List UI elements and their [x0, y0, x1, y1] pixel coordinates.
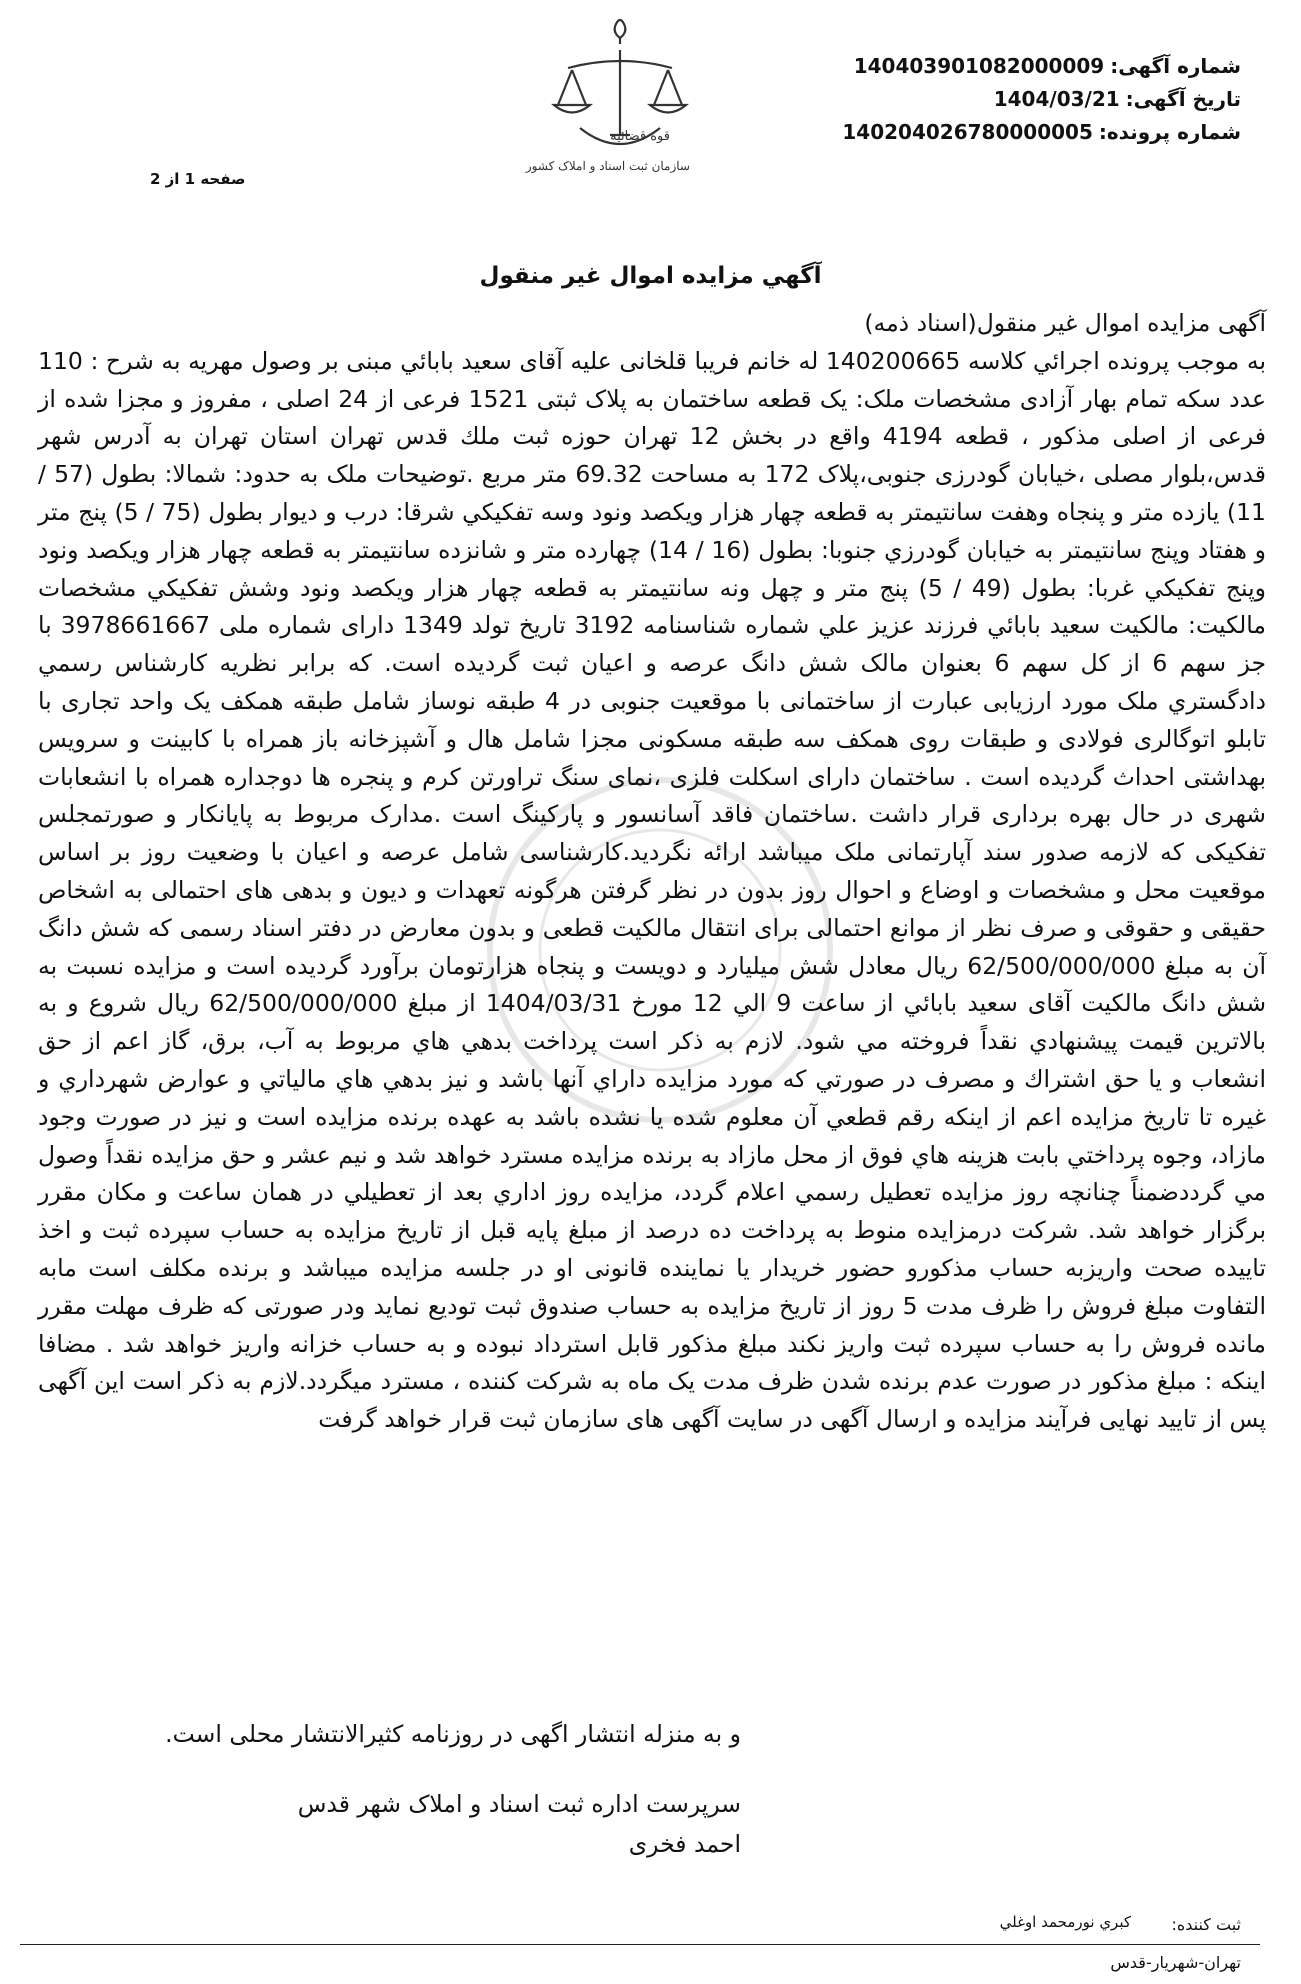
- registrar-name: کبري نورمحمد اوغلي: [999, 1913, 1131, 1931]
- notice-number-label: شماره آگهی:: [1110, 54, 1241, 78]
- notice-number: 140403901082000009: [853, 54, 1105, 78]
- footer-divider: [20, 1944, 1260, 1945]
- notice-meta: [821, 50, 1241, 149]
- case-number: 140204026780000005: [842, 120, 1093, 144]
- notice-date: 1404/03/21: [993, 87, 1120, 111]
- notice-paragraph: به موجب پرونده اجرائي كلاسه 140200665 له خانم فریبا قلخانی علیه آقای سعید بابائي مبنی بر وصول مهریه به شرح : 110 عدد سکه تمام بهار آزادی مشخصات ملک: یک قطعه ساختمان به پلاک ثبتی 1521 فرعی از 24 اصلی ، مفروز و مجزا شده از فرعی از اصلی مذکور ، قطعه 4194 واقع در بخش 12 تهران حوزه ثبت ملك قدس تهران استان تهران به آدرس شهر قدس،بلوار مصلی ،خیابان گودرزی جنوبی،پلاک 172 به مساحت 69.32 متر مربع .توضیحات ملک به حدود: شمالا: بطول (57 / 11) یازده متر و پنجاه وهفت سانتيمتر به قطعه چهار هزار ويكصد ونود وسه تفكيكي شرقا: درب و ديوار بطول (75 / 5) پنج متر و هفتاد وپنج سانتيمتر به خيابان گودرزي جنوبا: بطول (16 / 14) چهارده متر و شانزده سانتيمتر به قطعه چهار هزار ويكصد ونود وپنج تفكيكي غربا: بطول (49 / 5) پنج متر و چهل ونه سانتيمتر به قطعه چهار هزار ويكصد ونود وشش تفكيكي مشخصات مالكيت: مالکیت سعید بابائي فرزند عزيز علي شماره شناسنامه 3192 تاریخ تولد 1349 دارای شماره ملی 3978661667 با جز سهم 6 از كل سهم 6 بعنوان مالک شش دانگ عرصه و اعیان ثبت گرديده است. که برابر نظریه کارشناس رسمي دادگستري ملک مورد ارزیابی عبارت از ساختمانی با موقعیت جنوبی در 4 طبقه نوساز شامل طبقه همکف یک واحد تجاری با تابلو اتوگالری فولادی و طبقات روی همکف سه طبقه مسکونی مجزا شامل هال و آشپزخانه باز همراه با کابینت و سرویس بهداشتی احداث گردیده است . ساختمان دارای اسکلت فلزی ،نمای سنگ تراورتن کرم و پنجره ها دوجداره همراه با انشعابات شهری در حال بهره برداری قرار داشت .ساختمان فاقد آسانسور و پارکینگ است .مدارک مربوط به پایانکار و صورتمجلس تفکیکی که لازمه صدور سند آپارتمانی ملک میباشد ارائه نگردید.کارشناسی شامل عرصه و اعیان با وضعیت روز بر اساس موقعیت محل و مشخصات و اوضاع و احوال روز بدون در نظر گرفتن هرگونه تعهدات و دیون و بدهی های احتمالی به اشخاص حقیقی و حقوقی و صرف نظر از موانع احتمالی برای انتقال مالکیت قطعی و بدون معارض در دفتر اسناد رسمی که شش دانگ آن به مبلغ 62/500/000/000 ريال معادل شش میلیارد و دویست و پنجاه هزارتومان برآورد گرديده است و مزايده نسبت به شش دانگ مالكيت آقای سعید بابائي از ساعت 9 الي 12 مورخ 1404/03/31 از مبلغ 62/500/000/000 ريال شروع و به بالاترين قيمت پيشنهادي نقداً فروخته مي شود. لازم به ذكر است پرداخت بدهي هاي مربوط به آب، برق، گاز اعم از حق انشعاب و يا حق اشتراك و مصرف در صورتي كه مورد مزايده داراي آنها باشد و نيز بدهي هاي مالياتي و عوارض شهرداري و غيره تا تاريخ مزايده اعم از اينكه رقم قطعي آن معلوم شده يا نشده باشد به عهده برنده مزايده است و نيز در صورت وجود مازاد، وجوه پرداختي بابت هزينه هاي فوق از محل مازاد به برنده مزايده مسترد خواهد شد و نيم عشر و حق مزايده نقداً وصول مي گرددضمناً چنانچه روز مزايده تعطيل رسمي اعلام گردد، مزايده روز اداري بعد از تعطيلي در همان ساعت و مكان مقرر برگزار خواهد شد. شرکت درمزایده منوط به پرداخت ده درصد از مبلغ پایه قبل از تاریخ مزایده به حساب سپرده ثبت و اخذ تاييده صحت واریزبه حساب مذکورو حضور خریدار یا نماینده قانونی او در جلسه مزایده میباشد و برنده مکلف است مابه التفاوت مبلغ فروش را ظرف مدت 5 روز از تاریخ مزایده به حساب صندوق ثبت تودیع نماید ودر صورتی که ظرف مهلت مقرر مانده فروش را به حساب سپرده ثبت واریز نکند مبلغ مذکور قابل استرداد نبوده و به حساب خزانه واریز خواهد شد . مضافا اینکه : مبلغ مذکور در صورت عدم برنده شدن ظرف مدت یک ماه به شرکت کننده ، مسترد میگردد.لازم به ذکر است این آگهی پس از تایید نهایی فرآیند مزایده و ارسال آگهی در سایت آگهی های سازمان ثبت قرار خواهد گرفت: [38, 346, 1267, 1434]
- signatory-name: احمد فخری: [628, 1830, 741, 1858]
- registrar-label: ثبت کننده:: [1171, 1915, 1241, 1934]
- registrar-city: تهران-شهريار-قدس: [1110, 1953, 1241, 1972]
- notice-number-row: [821, 50, 1241, 83]
- notice-date-row: [821, 83, 1241, 116]
- closing-line: و به منزله انتشار اگهی در روزنامه کثیرالانتشار محلی است.: [165, 1720, 741, 1748]
- case-number-row: [821, 116, 1241, 149]
- judiciary-emblem: [520, 10, 720, 220]
- page-title: آگهي مزايده اموال غير منقول: [479, 263, 822, 289]
- svg-text:سازمان ثبت اسناد و املاک کشور: سازمان ثبت اسناد و املاک کشور: [525, 159, 690, 173]
- notice-date-label: تاریخ آگهی:: [1125, 87, 1241, 111]
- signatory-title: سرپرست اداره ثبت اسناد و املاک شهر قدس: [297, 1790, 741, 1818]
- case-number-label: شماره پرونده:: [1098, 120, 1241, 144]
- notice-body: [38, 305, 1266, 1439]
- page-number: صفحه 1 از 2: [150, 170, 246, 188]
- notice-subtitle: آگهی مزایده اموال غیر منقول(اسناد ذمه): [864, 309, 1266, 337]
- svg-text:قوه قضائیه: قوه قضائیه: [610, 129, 670, 144]
